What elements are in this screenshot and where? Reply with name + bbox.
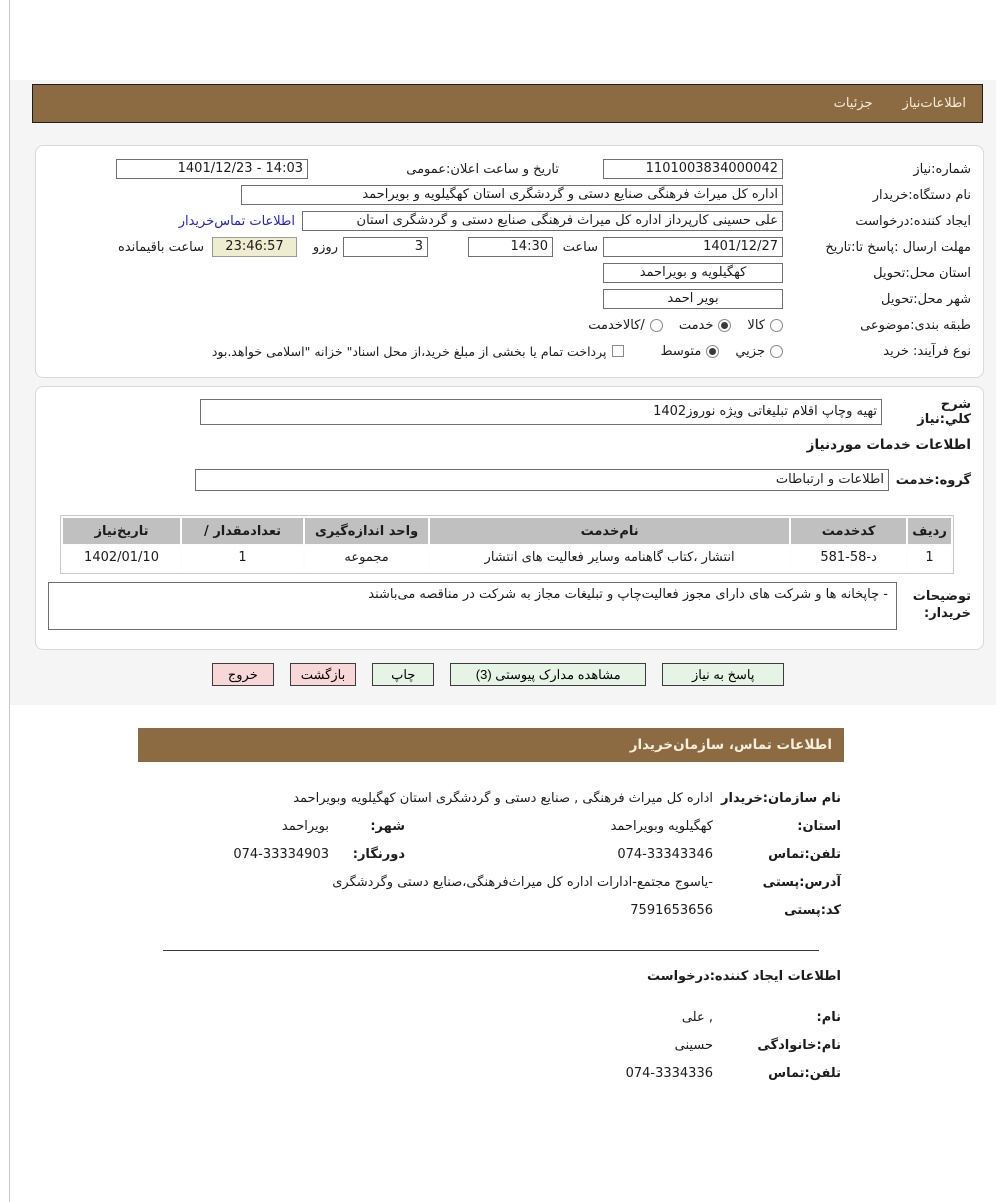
section-divider <box>163 950 819 951</box>
table-row <box>63 546 951 571</box>
header-need-date: تاریخ‌نیاز <box>63 518 180 544</box>
category-goods-label: کالا <box>747 317 765 333</box>
deadline-days-label: روزو <box>312 239 338 255</box>
header-service-name: نام‌خدمت <box>430 518 789 544</box>
cell-row-no: 1 <box>908 546 951 571</box>
province-value: کهگیلویه وبویراحمد <box>610 818 713 834</box>
header-unit: واحد اندازه‌گیری <box>305 518 428 544</box>
buyer-contact-section <box>138 728 844 1087</box>
service-group-row <box>48 467 971 493</box>
request-creator-field[interactable]: علی حسینی کارپرداز اداره کل میراث فرهنگی صنایع دستی و گردشگری استان <box>302 211 783 231</box>
process-medium-label: متوسط <box>660 343 702 359</box>
delivery-province-field[interactable]: کهگیلویه و بویراحمد <box>603 263 783 283</box>
cell-service-code: 581-58-د <box>791 546 906 571</box>
need-number-field[interactable]: 1101003834000042 <box>603 159 783 179</box>
category-goods-service-label: /کالاخدمت <box>588 317 645 333</box>
deadline-label: مهلت ارسال :پاسخ تا:تاریخ <box>825 239 971 255</box>
header-row-no: ردیف <box>908 518 951 544</box>
creator-phone-label: تلفن:تماس <box>768 1065 841 1081</box>
city-label: شهر: <box>370 818 405 834</box>
exit-button[interactable]: خروج <box>212 663 274 686</box>
phone-fax-row <box>141 840 841 868</box>
cell-unit: مجموعه <box>305 546 428 571</box>
view-attachments-button[interactable]: مشاهده مدارک پیوستی (3) <box>450 663 646 686</box>
header-quantity: / تعدادمقدار <box>182 518 303 544</box>
process-minor-label: جزيي <box>735 343 765 359</box>
category-row <box>48 312 971 338</box>
delivery-province-label: استان محل:تحویل <box>873 265 971 281</box>
overall-desc-field[interactable]: تهیه وچاپ اقلام تبلیغاتی ویژه نوروز1402 <box>200 399 882 425</box>
announce-datetime-field[interactable]: 1401/12/23 - 14:03 <box>116 159 308 179</box>
category-service-radio[interactable] <box>718 319 731 332</box>
need-details-panel <box>35 386 984 650</box>
cell-service-name: انتشار ،کتاب گاهنامه وسایر فعالیت های انتشار <box>430 546 789 571</box>
buyer-notes-row <box>48 582 971 630</box>
first-name-label: نام: <box>816 1009 841 1025</box>
city-value: بویراحمد <box>281 818 329 834</box>
deadline-hour-field[interactable]: 14:30 <box>468 237 553 257</box>
buyer-contact-heading: اطلاعات تماس، سازمان‌خریدار <box>629 737 832 753</box>
deadline-hour-label: ساعت <box>562 239 598 255</box>
buyer-notes-field[interactable]: - چاپخانه ها و شرکت های دارای مجوز فعالیت‌چاپ و تبلیغات مجاز به شرکت در مناقصه می‌باشند <box>48 582 897 630</box>
last-name-label: نام:خانوادگی <box>757 1037 841 1053</box>
phone-label: تلفن:تماس <box>768 846 841 862</box>
last-name-row <box>141 1031 841 1059</box>
delivery-city-row <box>48 286 971 312</box>
fax-value: 074-33334903 <box>233 846 329 862</box>
postal-code-row <box>141 896 841 924</box>
org-name-value: اداره کل میراث فرهنگی , صنایع دستی و گردشگری استان کهگیلویه وبویراحمد <box>293 790 713 806</box>
respond-button[interactable]: پاسخ به نیاز <box>662 663 784 686</box>
deadline-date-field[interactable]: 1401/12/27 <box>603 237 783 257</box>
action-buttons-row <box>0 663 996 686</box>
province-label: استان: <box>797 818 841 834</box>
process-type-row <box>48 338 971 364</box>
fax-label: دورنگار: <box>352 846 405 862</box>
back-button[interactable]: بازگشت <box>290 663 356 686</box>
buyer-contact-link[interactable]: اطلاعات تماس‌خریدار <box>178 213 295 229</box>
org-name-label: نام سازمان:خریدار <box>721 790 841 806</box>
print-button[interactable]: چاپ <box>372 663 434 686</box>
category-service-label: خدمت <box>678 317 714 333</box>
services-table <box>60 515 954 574</box>
service-group-label: گروه:خدمت <box>895 472 971 488</box>
first-name-row <box>141 1003 841 1031</box>
deadline-row <box>48 234 971 260</box>
top-menu-bar <box>32 84 983 123</box>
postal-code-label: کد:پستی <box>784 902 841 918</box>
overall-desc-row <box>48 399 971 425</box>
buyer-org-field[interactable]: اداره کل میراث فرهنگی صنایع دستی و گردشگری استان کهگیلویه و بویراحمد <box>241 185 783 205</box>
service-group-field[interactable]: اطلاعات و ارتباطات <box>195 469 889 491</box>
process-medium-radio[interactable] <box>706 345 719 358</box>
services-table-header-row <box>63 518 951 544</box>
process-minor-radio[interactable] <box>770 345 783 358</box>
delivery-city-label: شهر محل:تحویل <box>881 291 971 307</box>
first-name-value: علی , <box>681 1009 713 1025</box>
address-label: آدرس:پستی <box>762 874 841 890</box>
buyer-org-label: نام دستگاه:خریدار <box>872 187 971 203</box>
request-creator-label: ایجاد کننده:درخواست <box>855 213 971 229</box>
address-row <box>141 868 841 896</box>
category-goods-radio[interactable] <box>770 319 783 332</box>
remaining-hours-label: ساعت باقیمانده <box>118 239 204 255</box>
delivery-city-field[interactable]: بویر احمد <box>603 289 783 309</box>
buyer-contact-header-bar <box>138 728 844 762</box>
creator-phone-value: 074-3334336 <box>625 1065 713 1081</box>
buyer-org-row <box>48 182 971 208</box>
cell-quantity: 1 <box>182 546 303 571</box>
buyer-notes-label: توضیحات خریدار: <box>912 588 971 622</box>
announce-datetime-label: تاریخ و ساعت اعلان:عمومی <box>406 161 559 177</box>
need-number-row <box>48 156 971 182</box>
request-summary-panel <box>35 145 984 378</box>
org-name-row <box>141 784 841 812</box>
tab-need-info[interactable]: اطلاعات‌نیاز <box>902 96 966 111</box>
phone-value: 074-33343346 <box>617 846 713 862</box>
header-service-code: کدخدمت <box>791 518 906 544</box>
delivery-province-row <box>48 260 971 286</box>
creator-phone-row <box>141 1059 841 1087</box>
countdown-timer: 23:46:57 <box>212 237 297 257</box>
creator-info-heading: اطلاعات ایجاد کننده:درخواست <box>647 969 841 984</box>
province-city-row <box>141 812 841 840</box>
process-type-label: نوع فرآیند: خرید <box>883 343 971 359</box>
postal-code-value: 7591653656 <box>630 902 713 918</box>
deadline-days-field[interactable]: 3 <box>343 237 428 257</box>
category-goods-service-radio[interactable] <box>650 319 663 332</box>
services-heading: اطلاعات خدمات موردنیاز <box>806 437 971 453</box>
tab-details[interactable]: جزئیات <box>833 96 873 111</box>
need-number-label: شماره:نیاز <box>913 161 971 177</box>
request-creator-row <box>48 208 971 234</box>
address-value: -یاسوج مجتمع-ادارات اداره کل میراث‌فرهنگی،صنایع دستی وگردشگری <box>332 874 713 890</box>
cell-need-date: 1402/01/10 <box>63 546 180 571</box>
last-name-value: حسینی <box>674 1037 713 1053</box>
overall-desc-label: شرح کلي:نیاز <box>917 397 971 427</box>
treasury-payment-label: پرداخت تمام یا بخشی از مبلغ خرید،از محل اسناد" خزانه "اسلامی خواهد.بود <box>211 343 607 359</box>
category-label: طبقه بندی:موضوعی <box>860 317 971 333</box>
treasury-payment-checkbox[interactable] <box>612 345 624 357</box>
